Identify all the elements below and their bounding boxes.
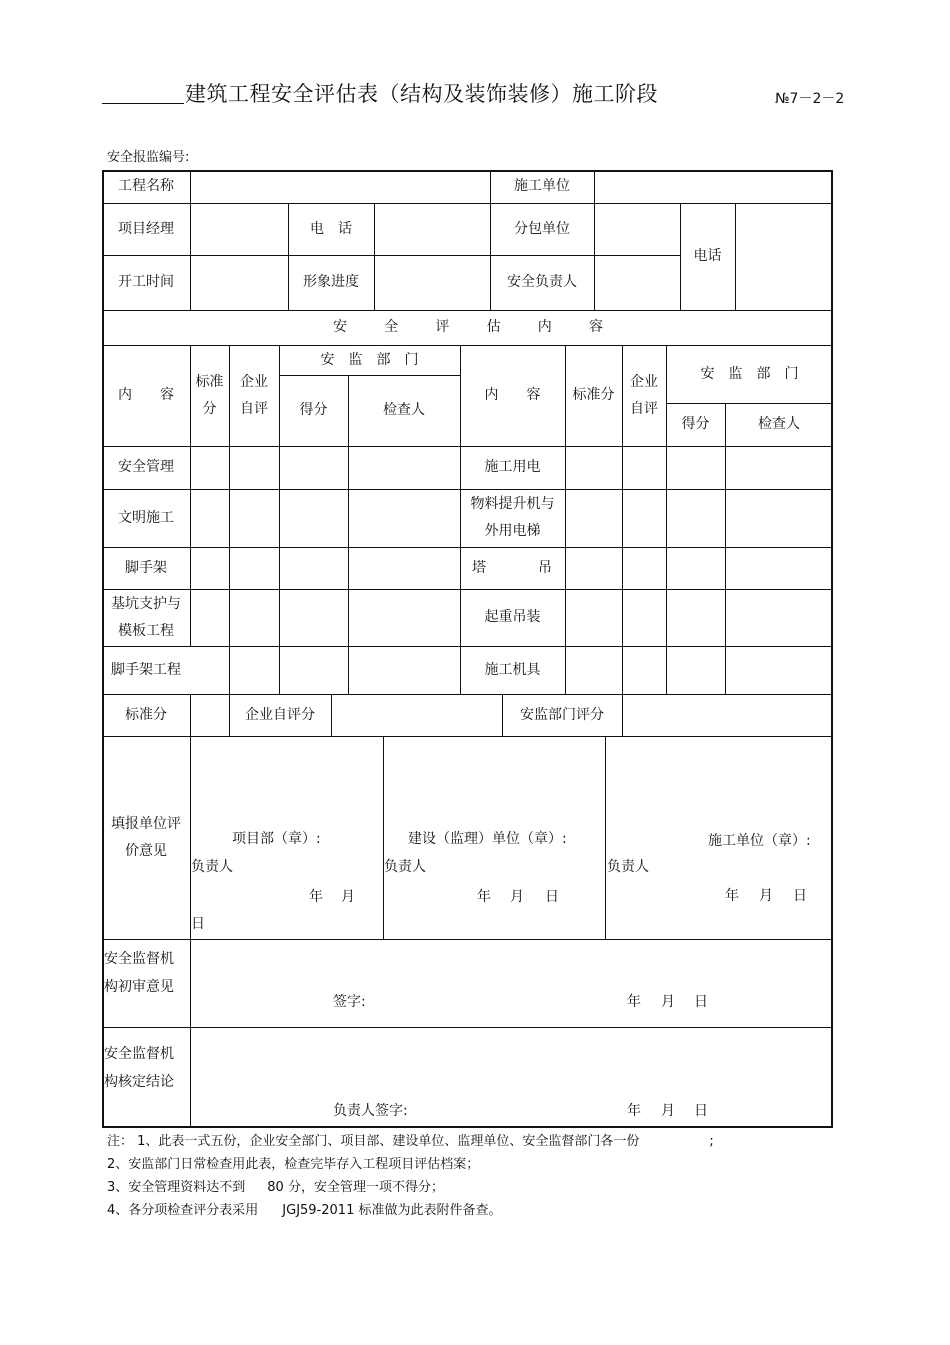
builder-responsible: 负责人 — [384, 859, 426, 875]
section-title-char: 评 — [435, 319, 450, 335]
item-line1: 基坑支护与 — [111, 595, 181, 612]
supervision-dept-right: 安 监 部 门 — [700, 365, 799, 382]
opinion-label-line2: 价意见 — [125, 842, 167, 859]
item-line1: 物料提升机与 — [470, 496, 555, 512]
col-content-left: 内 容 — [118, 387, 174, 403]
opinion-label — [102, 736, 190, 939]
start-time-label: 开工时间 — [118, 274, 174, 290]
page-title: 建筑工程安全评估表（结构及装饰装修）施工阶段 — [185, 82, 658, 106]
note-2: 2、安监部门日常检查用此表，检查完毕存入工程项目评估档案； — [107, 1157, 480, 1172]
contractor-month: 月 — [759, 888, 773, 904]
final-review-label-line2: 构核定结论 — [104, 1074, 174, 1090]
initial-review-month: 月 — [661, 994, 675, 1010]
report-number-label: 安全报监编号: — [107, 150, 190, 165]
contractor-seal: 施工单位（章）: — [708, 833, 811, 849]
final-review-label — [104, 1040, 174, 1096]
note-4-text-a: 4、各分项检查评分表采用 — [107, 1203, 259, 1218]
col-self-left — [229, 345, 279, 446]
initial-review-label — [104, 945, 174, 1001]
item-safety-management: 安全管理 — [118, 459, 174, 475]
note-3 — [107, 1176, 714, 1199]
note-1 — [107, 1130, 714, 1153]
inspector-col-left: 检查人 — [383, 402, 425, 418]
summary-standard-score: 标准分 — [125, 706, 167, 723]
grid-line — [102, 1027, 833, 1028]
section-title-char: 内 — [537, 319, 552, 335]
grid-line — [102, 694, 833, 695]
safety-officer-label: 安全负责人 — [507, 274, 577, 290]
project-name-label: 工程名称 — [118, 178, 174, 194]
contractor-responsible: 负责人 — [607, 859, 649, 875]
item-hoist-elevator — [460, 489, 565, 547]
grid-line — [374, 203, 375, 310]
item-civilized-construction: 文明施工 — [118, 509, 174, 526]
note-3-text-b: 80 分，安全管理一项不得分； — [267, 1180, 444, 1195]
inspector-col-right: 检查人 — [758, 416, 800, 432]
assessment-section-title — [333, 310, 603, 345]
summary-dept-score: 安监部门评分 — [520, 706, 604, 723]
project-manager-label: 项目经理 — [118, 220, 174, 237]
note-4-text-b: JGJ59-2011 标准做为此表附件备查。 — [282, 1203, 502, 1218]
project-dept-seal: 项目部（章）: — [232, 831, 321, 847]
builder-day: 日 — [545, 889, 559, 905]
col-self-right — [622, 345, 666, 446]
project-dept-responsible: 负责人 — [191, 859, 233, 875]
section-title-char: 安 — [333, 319, 347, 335]
item-scaffold-engineering: 脚手架工程 — [111, 661, 181, 678]
col-standard-line1: 标准 — [195, 373, 224, 390]
item-char: 塔 — [472, 559, 486, 576]
final-review-year: 年 — [627, 1103, 641, 1119]
final-review-label-line1: 安全监督机 — [104, 1046, 174, 1062]
grid-line — [190, 694, 191, 736]
progress-label: 形象进度 — [303, 274, 359, 290]
opinion-label-line1: 填报单位评 — [111, 815, 181, 832]
form-code: №7－2－2 — [775, 91, 845, 107]
supervision-dept-left: 安 监 部 门 — [320, 351, 419, 368]
col-standard-right: 标准分 — [572, 387, 615, 403]
grid-line — [102, 736, 833, 737]
builder-year: 年 — [477, 889, 491, 905]
builder-seal: 建设（监理）单位（章）: — [408, 831, 567, 847]
grid-line — [102, 547, 833, 548]
item-hoisting: 起重吊装 — [484, 609, 541, 625]
col-standard-line2: 分 — [202, 400, 217, 417]
col-standard-left — [190, 345, 229, 446]
col-self-line2: 自评 — [630, 400, 658, 417]
section-title-char: 全 — [384, 319, 399, 335]
note-3-text-a: 3、安全管理资料达不到 — [107, 1180, 246, 1195]
item-pit-support-formwork — [102, 589, 190, 646]
project-dept-month: 月 — [341, 889, 355, 905]
grid-line — [190, 170, 191, 310]
section-title-char: 估 — [486, 319, 501, 335]
builder-month: 月 — [510, 889, 524, 905]
item-line2: 模板工程 — [118, 622, 174, 639]
initial-review-signature: 签字: — [333, 994, 366, 1010]
grid-line — [102, 939, 833, 940]
phone-label: 电 话 — [310, 220, 352, 237]
note-1-text: 注： 1、此表一式五份，企业安全部门、项目部、建设单位、监理单位、安全监督部门各一份 — [107, 1134, 640, 1149]
contractor-day: 日 — [793, 888, 807, 904]
grid-line — [725, 403, 726, 694]
item-line2: 外用电梯 — [484, 523, 541, 539]
construction-unit-label: 施工单位 — [514, 178, 570, 194]
title-blank-line — [102, 103, 184, 104]
col-self-line1: 企业 — [240, 373, 268, 390]
initial-review-day: 日 — [694, 994, 708, 1010]
subcontractor-label: 分包单位 — [514, 220, 570, 237]
initial-review-label-line1: 安全监督机 — [104, 951, 174, 967]
final-review-signature: 负责人签字: — [333, 1103, 408, 1119]
score-col-left: 得分 — [299, 402, 328, 418]
item-construction-power: 施工用电 — [484, 459, 541, 475]
contractor-year: 年 — [725, 888, 739, 904]
grid-line — [383, 736, 384, 939]
final-review-day: 日 — [694, 1103, 708, 1119]
item-char: 吊 — [538, 559, 552, 576]
project-dept-day: 日 — [191, 916, 205, 932]
initial-review-label-line2: 构初审意见 — [104, 979, 174, 995]
grid-line — [331, 694, 332, 736]
grid-line — [279, 646, 280, 694]
col-self-line2: 自评 — [240, 400, 268, 417]
item-tower-crane — [472, 547, 552, 589]
notes — [107, 1130, 714, 1222]
grid-line — [594, 170, 595, 310]
note-4 — [107, 1199, 714, 1222]
section-title-char: 容 — [588, 319, 603, 335]
grid-line — [622, 694, 623, 736]
project-dept-year: 年 — [309, 889, 323, 905]
final-review-month: 月 — [661, 1103, 675, 1119]
col-self-line1: 企业 — [630, 373, 658, 390]
score-col-right: 得分 — [681, 416, 710, 432]
grid-line — [735, 203, 736, 310]
note-1-end: ; — [709, 1134, 714, 1149]
phone-label-2: 电话 — [693, 248, 722, 264]
item-construction-tools: 施工机具 — [484, 661, 541, 678]
initial-review-year: 年 — [627, 994, 641, 1010]
summary-self-score: 企业自评分 — [245, 706, 315, 723]
grid-line — [605, 736, 606, 939]
col-content-right: 内 容 — [484, 387, 541, 403]
item-scaffold: 脚手架 — [125, 559, 167, 576]
